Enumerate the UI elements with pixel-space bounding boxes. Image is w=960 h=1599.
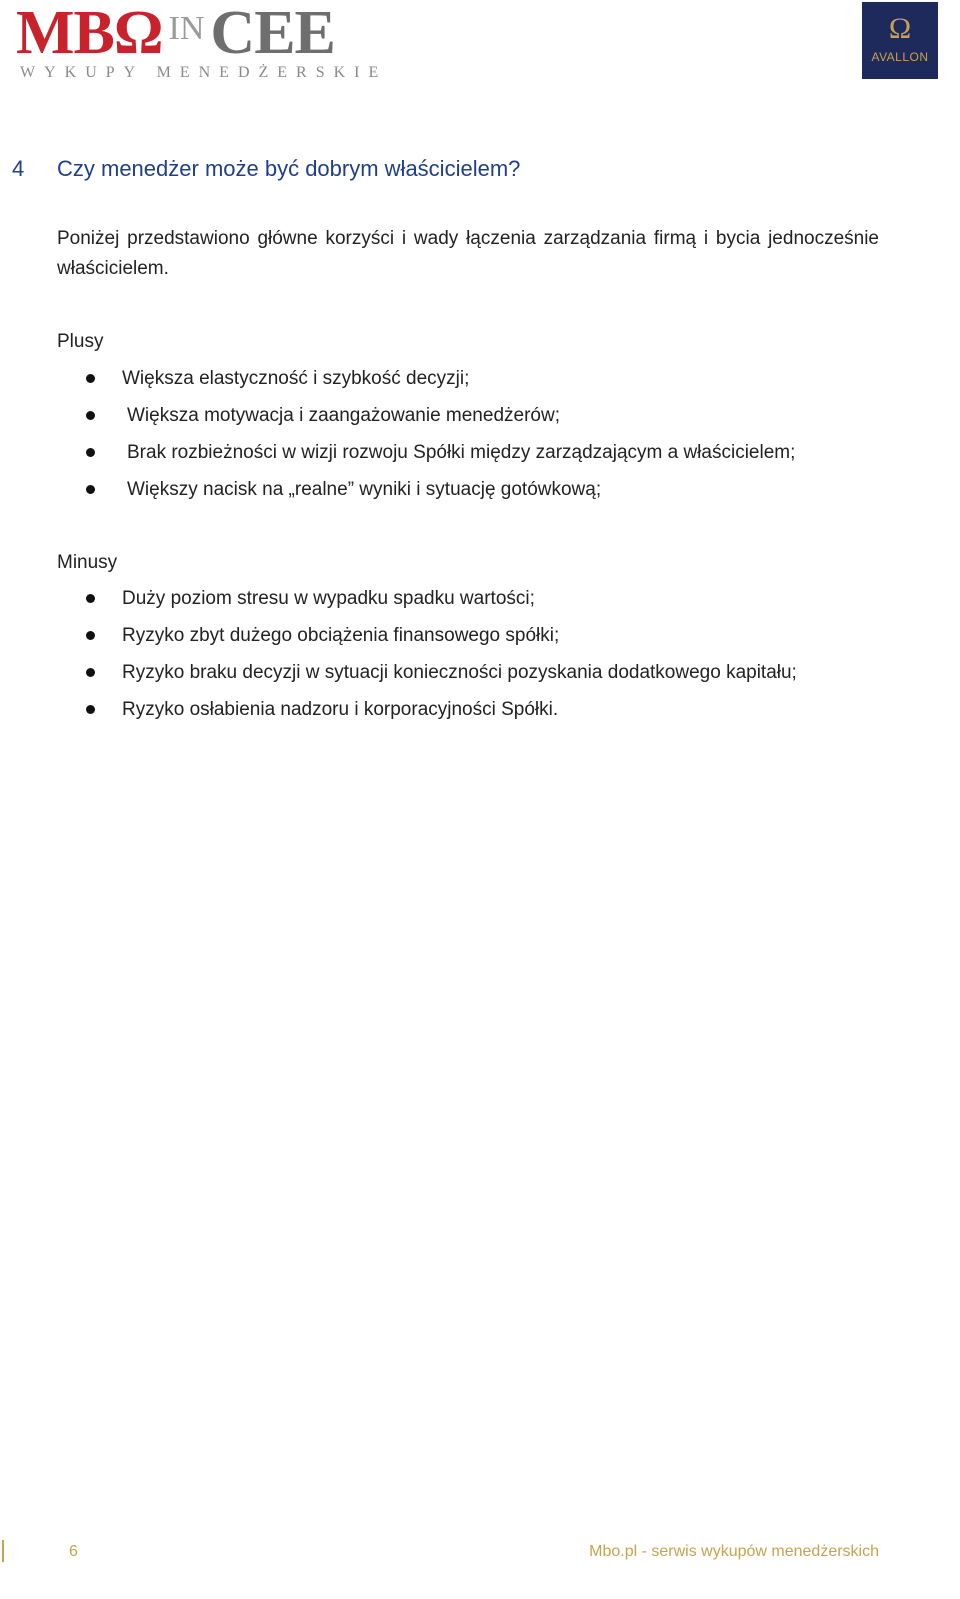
- section-heading: [12, 154, 520, 184]
- cons-item-text: Ryzyko zbyt dużego obciążenia finansowego spółki;: [122, 625, 560, 646]
- cons-item-text: Duży poziom stresu w wypadku spadku wartości;: [122, 588, 535, 609]
- cons-label: Minusy: [57, 552, 118, 573]
- avallon-logo-text: AVALLON: [871, 50, 929, 64]
- pros-item-text: Większa motywacja i zaangażowanie menedżerów;: [127, 405, 560, 426]
- bullet-icon: [86, 485, 95, 494]
- avallon-logo: [862, 2, 938, 79]
- logo-wordmark: [16, 0, 335, 67]
- bullet-icon: [86, 705, 95, 714]
- logo-tagline: WYKUPY MENEDŻERSKIE: [20, 64, 388, 81]
- footer-divider: [2, 1540, 4, 1562]
- bullet-icon: [86, 374, 95, 383]
- bullet-icon: [86, 631, 95, 640]
- pros-item-text: Większa elastyczność i szybkość decyzji;: [122, 368, 470, 389]
- pros-label: Plusy: [57, 331, 104, 352]
- bullet-icon: [86, 448, 95, 457]
- logo-mbo-text: MBΩ: [16, 0, 163, 67]
- page-number: 6: [69, 1543, 78, 1560]
- footer-site-text: Mbo.pl - serwis wykupów menedżerskich: [589, 1543, 879, 1560]
- bullet-icon: [86, 668, 95, 677]
- logo-cee-text: CEE: [210, 0, 335, 67]
- cons-item-text: Ryzyko osłabienia nadzoru i korporacyjności Spółki.: [122, 699, 559, 720]
- bullet-icon: [86, 411, 95, 420]
- pros-item-text: Większy nacisk na „realne” wyniki i sytuację gotówkową;: [127, 479, 602, 500]
- bullet-icon: [86, 594, 95, 603]
- section-title: Czy menedżer może być dobrym właścicielem?: [57, 156, 521, 181]
- section-number: 4: [12, 156, 25, 181]
- mbo-in-cee-logo: [16, 2, 416, 86]
- intro-paragraph: Poniżej przedstawiono główne korzyści i wady łączenia zarządzania firmą i bycia jednocześnie właścicielem.: [57, 228, 879, 279]
- omega-icon: Ω: [888, 12, 912, 45]
- pros-item-text: Brak rozbieżności w wizji rozwoju Spółki między zarządzającym a właścicielem;: [127, 442, 796, 463]
- logo-in-text: IN: [168, 10, 205, 47]
- cons-item-text: Ryzyko braku decyzji w sytuacji konieczności pozyskania dodatkowego kapitału;: [122, 662, 797, 683]
